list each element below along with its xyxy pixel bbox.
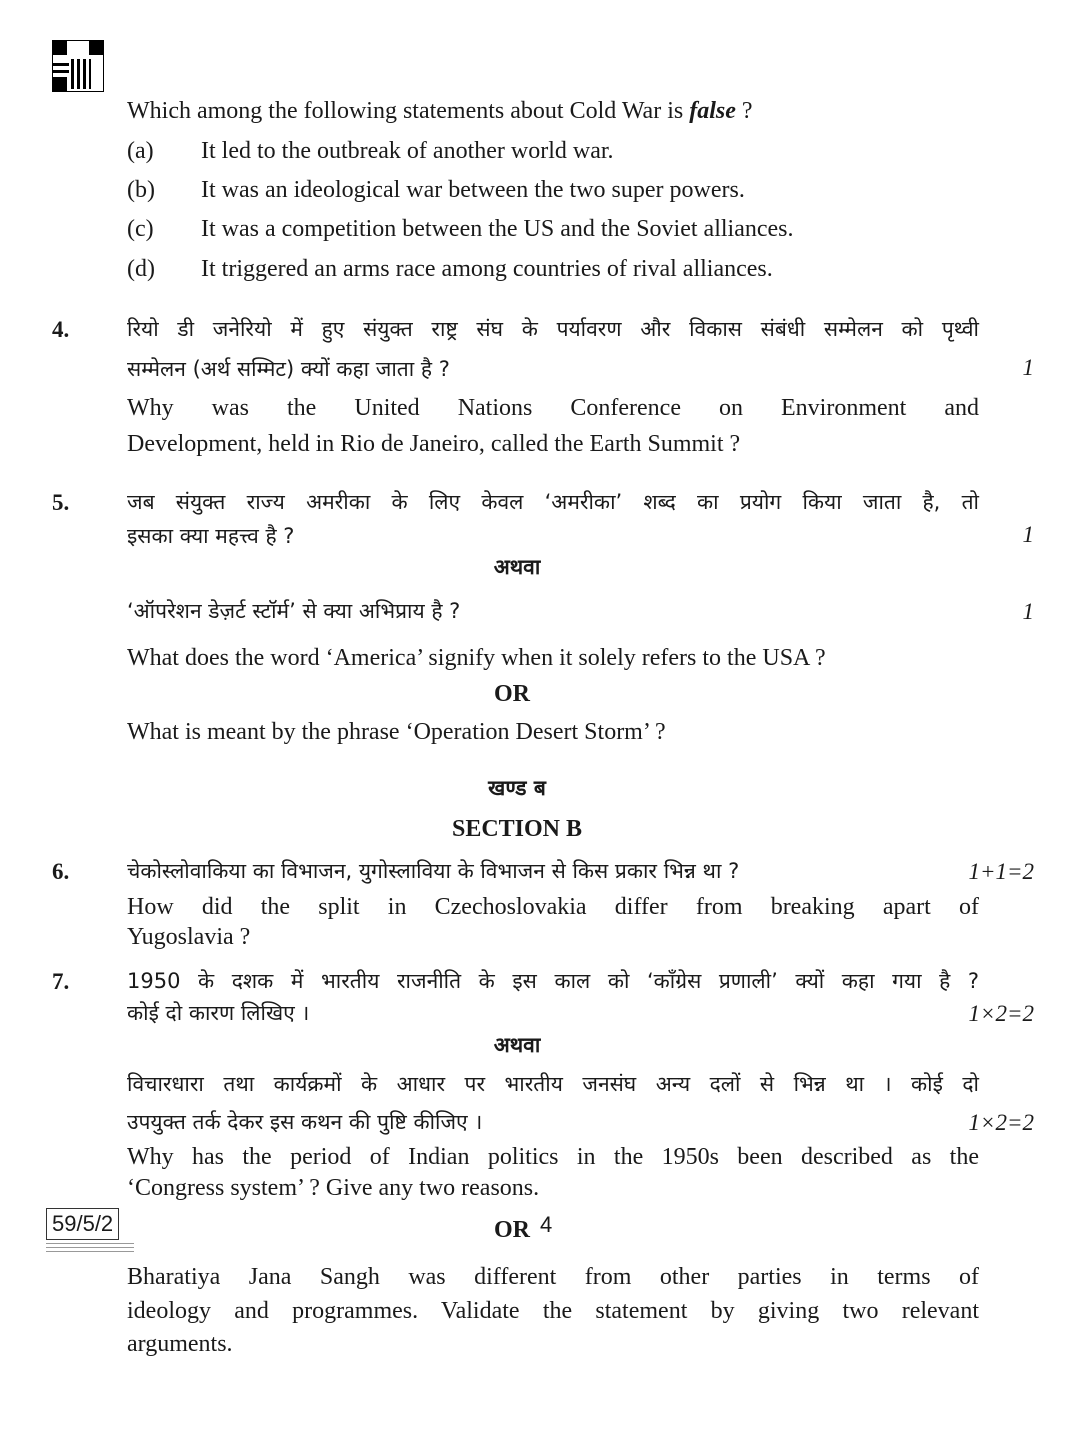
q3-stem [127,98,753,125]
q7-hindi-alt-line1: विचारधारा तथा कार्यक्रमों के आधार पर भारतीय जनसंघ अन्य दलों से भिन्न था । कोई दो [127,1072,979,1096]
q4-english-line2: Development, held in Rio de Janeiro, called the Earth Summit ? [127,431,741,457]
q7-or-english: OR [494,1217,530,1243]
q5-or-hindi: अथवा [493,555,541,579]
q5-hindi-line1: जब संयुक्त राज्य अमरीका के लिए केवल ‘अमरीका’ शब्द का प्रयोग किया जाता है, तो [127,490,979,514]
qr-code [52,40,104,92]
q5-hindi-line2: इसका क्या महत्त्व है ? [127,524,295,548]
q5-english-alternative: What is meant by the phrase ‘Operation Desert Storm’ ? [127,719,666,745]
q5-english-question: What does the word ‘America’ signify when it solely refers to the USA ? [127,645,826,671]
q3-option-a-text: It led to the outbreak of another world war. [201,138,614,164]
q7-english-line2: ‘Congress system’ ? Give any two reasons. [127,1175,540,1201]
q7-english-alt-line1: Bharatiya Jana Sangh was different from other parties in terms of [127,1264,979,1290]
q5-number: 5. [52,490,70,515]
q4-hindi-line2: सम्मेलन (अर्थ सम्मिट) क्यों कहा जाता है ? [127,357,450,381]
q3-option-d-text: It triggered an arms race among countries of rival alliances. [201,256,773,282]
q7-hindi-line2: कोई दो कारण लिखिए । [127,1001,310,1025]
q3-option-c-text: It was a competition between the US and the Soviet alliances. [201,216,794,242]
q6-number: 6. [52,859,70,884]
q4-hindi-line1: रियो डी जनेरियो में हुए संयुक्त राष्ट्र संघ के पर्यावरण और विकास संबंधी सम्मेलन को पृथ्वी [127,317,979,341]
q4-marks: 1 [1022,355,1034,380]
q4-english-line1: Why was the United Nations Conference on Environment and [127,395,979,421]
q5-hindi-alternative: ‘ऑपरेशन डेज़र्ट स्टॉर्म’ से क्या अभिप्राय है ? [127,599,461,623]
q7-english-line1: Why has the period of Indian politics in the 1950s been described as the [127,1144,979,1170]
q7-hindi-alt-line2: उपयुक्त तर्क देकर इस कथन की पुष्टि कीजिए । [127,1110,483,1134]
q7-number: 7. [52,969,70,994]
q3-option-b-text: It was an ideological war between the two super powers. [201,177,745,203]
q3-option-b-label: (b) [127,177,155,203]
q4-number: 4. [52,317,70,342]
q3-stem-text: Which among the following statements about Cold War is [127,98,690,124]
q5-marks-1: 1 [1022,522,1034,547]
q7-english-alt-line2: ideology and programmes. Validate the statement by giving two relevant [127,1298,979,1324]
q7-marks-1: 1×2=2 [968,1001,1034,1026]
q6-hindi: चेकोस्लोवाकिया का विभाजन, युगोस्लाविया के विभाजन से किस प्रकार भिन्न था ? [127,859,740,883]
q7-hindi-line1: 1950 के दशक में भारतीय राजनीति के इस काल को ‘काँग्रेस प्रणाली’ क्यों कहा गया है ? [127,969,979,993]
q3-option-a-label: (a) [127,138,154,164]
q3-stem-end: ? [735,98,753,124]
paper-code: 59/5/2 [46,1208,119,1240]
section-heading-hindi: खण्ड ब [488,776,546,800]
q5-or-english: OR [494,681,530,707]
section-heading-english: SECTION B [451,816,583,842]
q6-marks: 1+1=2 [968,859,1034,884]
q3-stem-emphasis: false [689,98,736,124]
q7-or-hindi: अथवा [493,1033,541,1057]
paper-code-microtext [46,1240,134,1252]
q6-english-line2: Yugoslavia ? [127,924,251,950]
q3-option-d-label: (d) [127,256,155,282]
q3-option-c-label: (c) [127,216,154,242]
q7-english-alt-line3: arguments. [127,1331,233,1357]
q6-english-line1: How did the split in Czechoslovakia differ from breaking apart of [127,894,979,920]
q7-marks-2: 1×2=2 [968,1110,1034,1135]
q5-marks-2: 1 [1022,599,1034,624]
page-number: 4 [540,1212,553,1237]
